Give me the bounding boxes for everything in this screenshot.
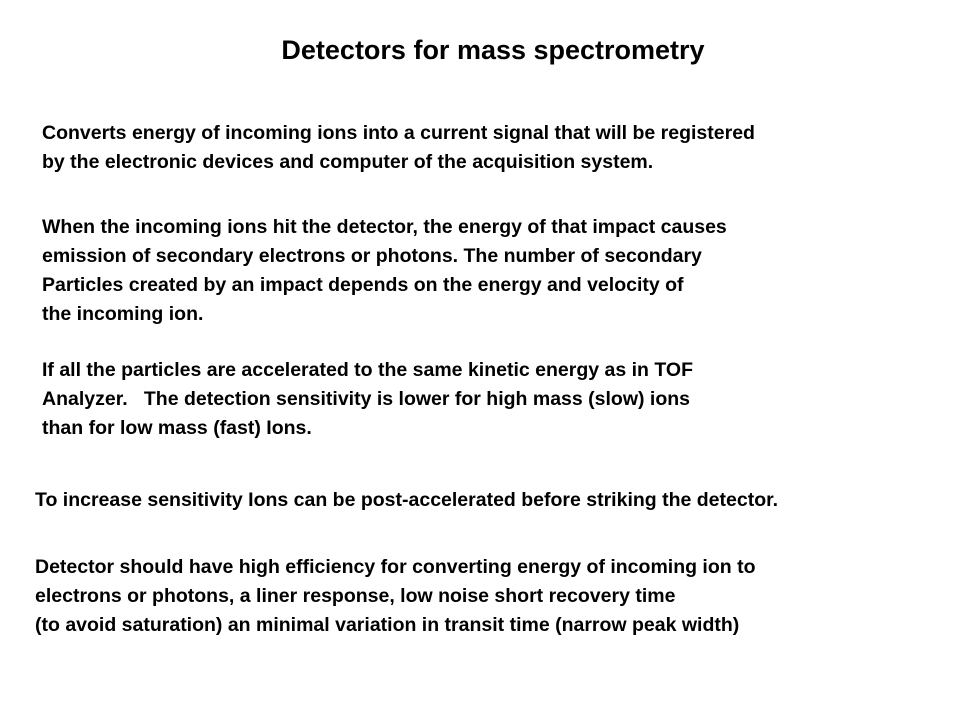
paragraph-energy-conversion xyxy=(42,119,755,177)
paragraph-secondary-emission xyxy=(42,213,727,329)
text-line: To increase sensitivity Ions can be post-accelerated before striking the detector. xyxy=(35,489,779,511)
paragraph-post-acceleration xyxy=(35,486,778,515)
text-line: If all the particles are accelerated to the same kinetic energy as in TOF xyxy=(42,359,693,381)
text-line: Detector should have high efficiency for converting energy of incoming ion to xyxy=(35,556,756,578)
text-line: Analyzer. The detection sensitivity is lower for high mass (slow) ions xyxy=(42,388,690,410)
paragraph-detector-requirements xyxy=(35,553,756,640)
text-line: Converts energy of incoming ions into a current signal that will be registered xyxy=(42,122,755,144)
text-line: Particles created by an impact depends on the energy and velocity of xyxy=(42,274,684,296)
text-line: by the electronic devices and computer of the acquisition system. xyxy=(42,151,654,173)
text-line: (to avoid saturation) an minimal variation in transit time (narrow peak width) xyxy=(35,614,740,636)
text-line: When the incoming ions hit the detector, the energy of that impact causes xyxy=(42,216,727,238)
text-line: the incoming ion. xyxy=(42,303,204,325)
text-line: emission of secondary electrons or photons. The number of secondary xyxy=(42,245,702,267)
paragraph-tof-sensitivity xyxy=(42,356,693,443)
text-line: electrons or photons, a liner response, low noise short recovery time xyxy=(35,585,676,607)
text-line: than for low mass (fast) Ions. xyxy=(42,417,312,439)
slide-title: Detectors for mass spectrometry xyxy=(281,35,705,65)
